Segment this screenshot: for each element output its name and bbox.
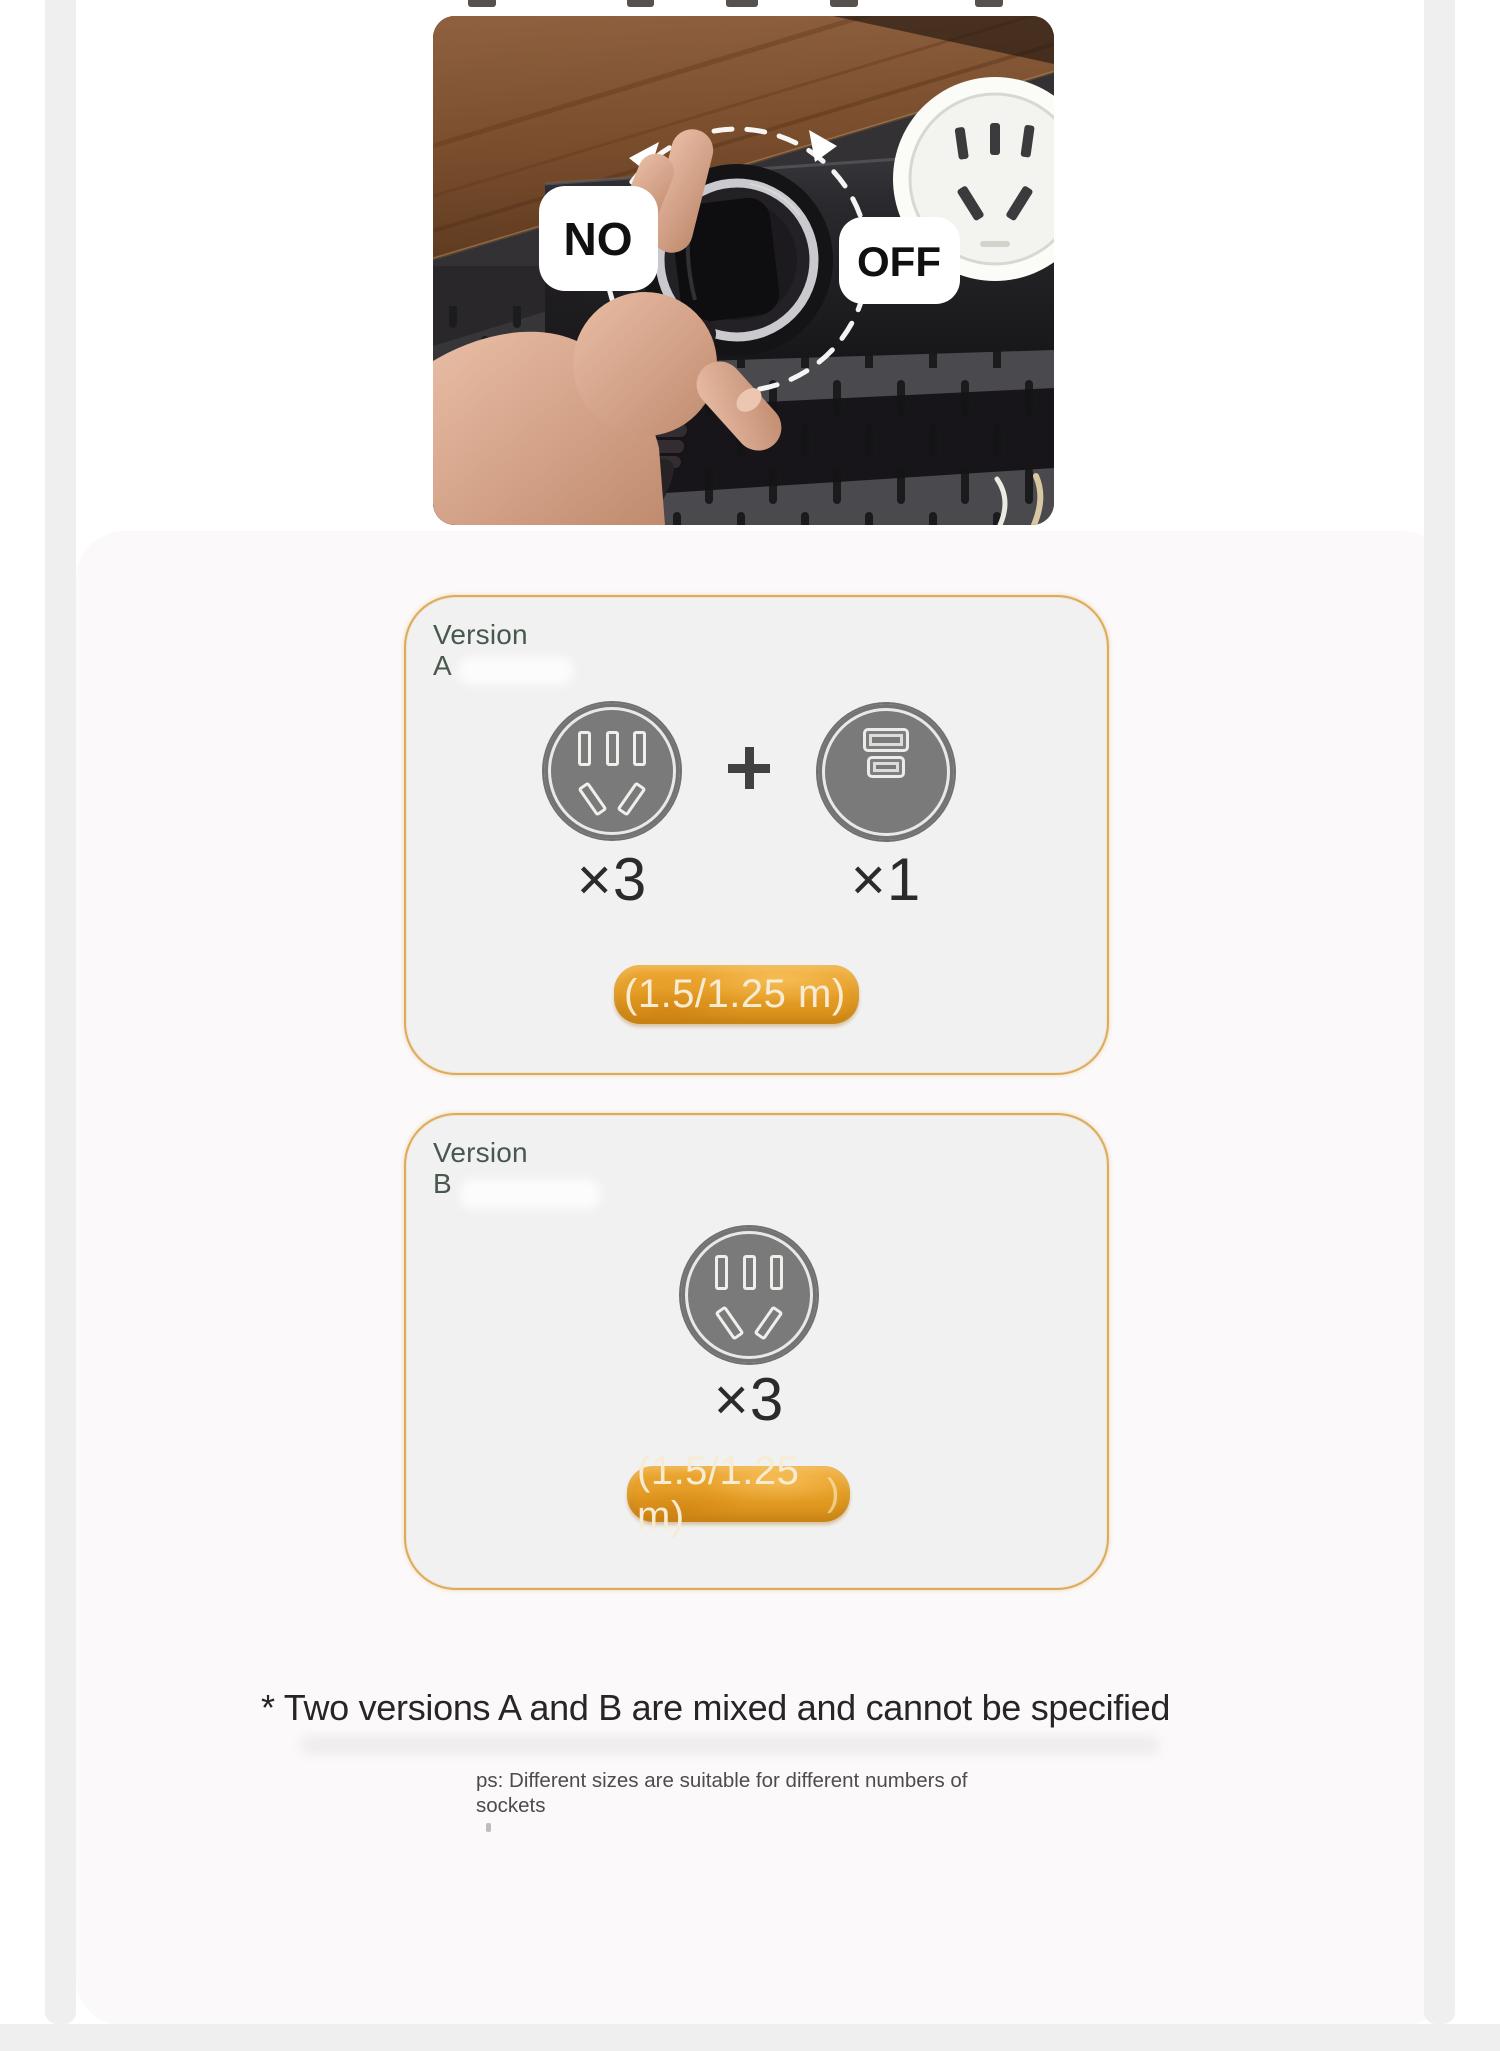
cable-length-badge	[627, 1449, 850, 1538]
plus-icon	[728, 747, 770, 789]
socket-slot	[753, 1305, 783, 1340]
page-edge-shadow-right	[1424, 0, 1455, 2024]
cropped-text-remnant	[468, 0, 496, 7]
cropped-text-remnant	[830, 0, 858, 7]
off-label	[839, 217, 960, 304]
usb-ports-icon	[818, 704, 954, 840]
page-bottom-background	[0, 2024, 1500, 2051]
version-a-title-line2: A	[433, 650, 452, 681]
erased-text-smudge	[300, 1735, 1160, 1755]
ps-note: ps: Different sizes are suitable for different numbers of sockets	[476, 1769, 968, 1817]
cable-length-text: (1.5/1.25 m)	[637, 1449, 800, 1538]
usb-port	[867, 756, 905, 778]
socket-count: ×3	[713, 1366, 785, 1433]
socket-slot	[633, 731, 646, 766]
page-edge-shadow-left	[45, 0, 76, 2024]
version-b-title-line1: Version	[433, 1137, 528, 1168]
usb-count: ×1	[850, 846, 922, 913]
erased-text-smudge	[458, 657, 573, 685]
erased-text-smudge	[460, 1179, 600, 1209]
cropped-text-remnant	[627, 0, 654, 7]
cable-length-badge	[614, 965, 859, 1024]
cropped-text-remnant	[975, 0, 1003, 7]
socket-slot	[616, 781, 646, 816]
socket-slot	[743, 1255, 756, 1290]
no-label-text: NO	[563, 213, 633, 265]
version-b-card	[404, 1113, 1109, 1590]
socket-slot	[578, 731, 591, 766]
socket-slot	[770, 1255, 783, 1290]
socket-count: ×3	[576, 846, 648, 913]
version-a-card	[404, 595, 1109, 1075]
spec-section-card	[76, 531, 1450, 2026]
cable-length-text: (1.5/1.25 m)	[624, 972, 846, 1016]
no-label	[539, 186, 658, 291]
plug-rotation-photo	[433, 16, 1054, 525]
socket-slot	[577, 781, 607, 816]
mixed-versions-note: * Two versions A and B are mixed and cannot be specified	[261, 1687, 1171, 1728]
badge-artifact: )	[826, 1472, 840, 1514]
usb-port	[863, 728, 909, 752]
cn-socket-icon	[544, 703, 680, 839]
socket-slot	[714, 1305, 744, 1340]
socket-slot	[715, 1255, 728, 1290]
cn-socket-icon	[681, 1227, 817, 1363]
socket-slot	[606, 731, 619, 766]
text-artifact	[486, 1823, 491, 1832]
cropped-text-remnant	[726, 0, 758, 7]
version-b-title-line2: B	[433, 1168, 452, 1199]
version-a-title-line1: Version	[433, 619, 528, 650]
product-photo	[433, 16, 1054, 525]
off-label-text: OFF	[857, 238, 941, 285]
